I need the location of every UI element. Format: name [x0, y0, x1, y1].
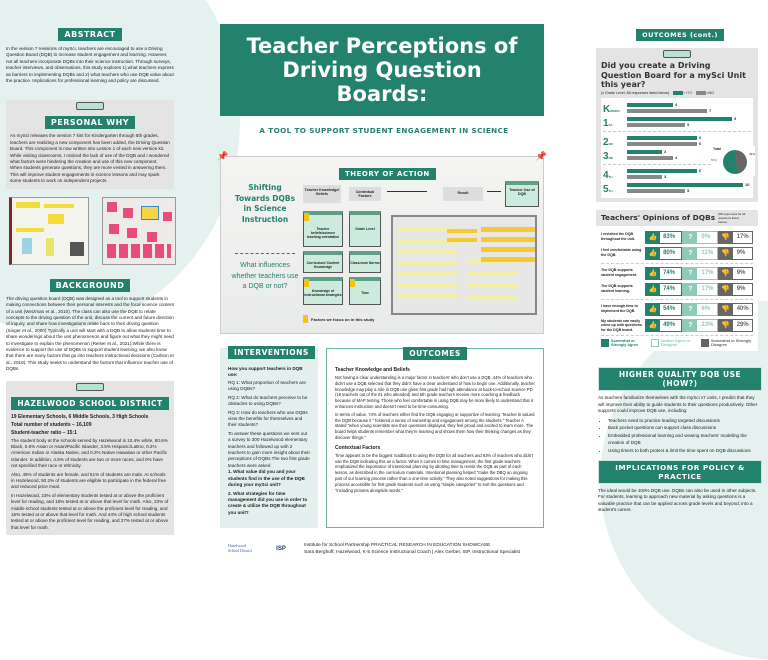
thumbs-up-icon: 👍 — [646, 248, 660, 259]
pushpin-icon: 📌 — [217, 151, 229, 161]
district-schools: 19 Elementary Schools, 6 Middle Schools, 3 High Schools — [11, 413, 149, 420]
classroom-photos — [6, 197, 174, 269]
legend-no: =NO — [706, 90, 714, 95]
theory-legend: Factors we focus on in this study — [311, 317, 375, 322]
bookmark-icon — [303, 315, 308, 323]
card-time: Time — [349, 277, 381, 305]
interventions-method: To answer these questions we sent out a survey to 300 Hazelwood elementary teachers and followed up with 2 teachers to gain more insight about their perceptions of DQBs.The two first grade teachers were asked — [228, 430, 310, 468]
isp-logo: ISP — [276, 546, 286, 552]
opinions-section — [596, 210, 758, 352]
footer-event: Institute for School Partnership PRACTICAL RESEARCH IN EDUCATION SHOWCASE — [304, 543, 491, 548]
theory-left-title: Shifting Towards DQBs in Science Instruction — [234, 183, 296, 224]
photo-anchor-chart — [9, 197, 89, 265]
implications-header: IMPLICATIONS FOR POLICY & PRACTICE — [598, 460, 762, 484]
abstract-header: ABSTRACT — [58, 28, 121, 41]
district-demographics: The student body at the schools served by Hazelwood is 10.4% white, 80.6% Black, 0.6% Asian or Asian/Pacific Islander, 3.5% Hispanic/Latino, 0.2% American Indian or Alaska Native, and 0.2% Native Hawaiian or other Pacific Islander. In addition, 4.5% of students are two or more races, and 0% have not specified their race or ethnicity. — [11, 437, 168, 469]
grade-row-3: 3RD 3 4 — [603, 149, 678, 162]
thumbs-down-icon: 👎 — [719, 268, 733, 279]
list-item: • Using timers to both protect & limit the time spent on DQB discussions — [608, 447, 762, 455]
background-header: BACKGROUND — [50, 279, 131, 292]
rq2: RQ 2: What do teachers perceive to be obstacles to using DQBs? — [228, 394, 308, 407]
neutral-icon: ? — [683, 284, 697, 295]
thumbs-down-icon: 👎 — [719, 232, 733, 243]
list-item: • Embedded professional learning and viewing teachers' modeling the creation of DQB — [608, 432, 762, 447]
thumbs-down-icon: 👎 — [719, 284, 733, 295]
implications-text: The ideal would be 100% DQB use. DQBs can also be used in other subjects. For students, learning to approach new material by asking questions is a valuable practice that can be applied across grade levels and beyond, into a student's career. — [598, 488, 757, 513]
district-students: Total number of students – 16,109 — [11, 421, 92, 428]
theory-of-action — [217, 151, 547, 334]
outcomes-value-text: In terms of value, 74% of teachers either find the DQB engaging or supportive of learning. Teacher B valued the DQB because it " fostered a sense of ownership and engagement among the students." Teacher A stated "when young scientists see their questions displayed, they feel proud and excited to learn more. The board helps students remember what they're learning and shows them how their thinking changes as they discover things." — [335, 411, 535, 440]
box-teacher-use: Teacher Use of DQB — [505, 181, 539, 207]
card-curriculum: Curriculum/ Content Knowledge — [303, 251, 343, 273]
card-classroom-norms: Classroom Norms — [349, 251, 381, 273]
abstract-section — [6, 24, 174, 84]
divider — [601, 299, 753, 300]
neutral-icon: ? — [683, 268, 697, 279]
opinion-row: The DQB supports student learning. 👍 74% ? 17% 👎 9% — [601, 283, 753, 296]
box-teacher-knowledge: Teacher Knowledge/ Beliefs — [303, 185, 341, 203]
personal-why-header: PERSONAL WHY — [45, 116, 135, 129]
background-text: The driving question board (DQB) was designed as a tool to support students in making connections between their personal interests and the focal science content of a unit (Weizman et al., 2010). The class can also use the DQB to relate concepts to the driving question of the unit, discuss the current and future direction of inquiry, and share how investigations relate back to their driving question (Singer et al., 2000).Typically a unit will start with a DQB to allow students time to share wonderings about the unit phenomenon and figure out what they might need to investigate to explain the phenomenon (Reiser et al., 2021).While there is evidence to support the use of DQBs to support student learning, we also know that there are many factors that go into teachers instructional decisions (Carlson et al., 2019). This study seeks to understand the factors that influence teacher use of DQBs. — [6, 295, 174, 372]
opinions-note: (68 responses for all questions listed below) — [718, 211, 746, 224]
opinion-row: My students can easily come up with questions for the DQB board. 👍 49% ? 23% 👎 29% — [601, 319, 753, 333]
right-column — [598, 24, 762, 514]
rq1: RQ 1: What proportion of teachers are using DQBs? — [228, 380, 306, 392]
bookmark-icon — [304, 279, 309, 287]
page-title: Teacher Perceptions of Driving Question Boards: — [246, 34, 518, 106]
district-proficiency: In Hazelwood, 23% of elementary students tested at or above the proficient level for reading, and 15% tested at or above that level for math. Also, 23% of middle school students tested at or above the proficient level for reading, and 16% tested at or above that level for math. And 44% of high school students tested at or above the proficient level for reading, and 27% tested at or above that level for math. — [11, 492, 169, 530]
grade-row-2: 2ND 6 6 — [603, 135, 702, 148]
card-beliefs: Teacher beliefs/science teaching orientation — [303, 211, 343, 247]
legend-yes: =YES — [683, 90, 693, 95]
box-contextual: Contextual Factors — [349, 187, 381, 201]
outcomes-header: OUTCOMES — [403, 347, 466, 360]
neutral-icon: ? — [683, 304, 697, 315]
opinion-row: The DQB supports student engagement. 👍 74% ? 17% 👎 9% — [601, 267, 753, 280]
outcomes-subhead-knowledge: Teacher Knowledge and Beliefs — [335, 367, 410, 373]
higher-quality-header: HIGHER QUALITY DQB USE (HOW?) — [598, 367, 762, 391]
personal-why-section — [6, 100, 174, 188]
district-section — [6, 381, 174, 536]
tape-tab — [76, 102, 104, 110]
dqb-creation-chart — [596, 48, 758, 202]
bar-chart — [601, 98, 753, 198]
list-item: • Teachers need to practice leading targeted discussions — [608, 417, 762, 425]
interventions-section — [220, 348, 318, 528]
pie-chart: Total 56% 44% — [711, 146, 755, 176]
interventions-intro: How you support teachers in DQB use: — [228, 366, 303, 377]
interventions-header: INTERVENTIONS — [228, 346, 315, 359]
card-grade-level: Grade Level — [349, 211, 381, 247]
outcomes-contextual-text: Time appears to be the biggest roadblock to using the DQB for all teachers and 63% of teachers who didn't use the DQB indicating this as a factor. When it comes to time management, the first grade teachers emphasized the importance of intentional planning by allotting time to revisit the DQB as part of each lesson, as described in the curriculum materials. Intentional planning helped "make the DBQ an ongoing part of our learning process rather than a one-time activity." They also noted suggestions for making this process accessible for first grade students such as using "simple categories" to sort the questions and "including pictures alongside words." — [335, 452, 534, 493]
bookmark-icon — [350, 279, 355, 287]
district-ratio: Student-teacher ratio – 15:1 — [11, 429, 77, 436]
abstract-text: In the version 7 revisions of mySci, teachers are encouraged to use a Driving Question Board (DQB) to increase student engagement and learning. However, not all teachers incorporate DQBs into their science instruction. Through surveys, teacher interviews, and observations, this study explores 1) what teachers express as barriers to implementing DQBs and 2) what teachers who use DQB value about the practice. Implications for professional learning and policy are discussed. — [6, 46, 174, 84]
tape-tab — [663, 50, 691, 58]
opinion-row: I revisited the DQB throughout the unit. 👍 83% ? 0% 👎 17% — [601, 231, 753, 244]
interview-q2: 2. What strategies for time management did you use in order to create & utilize the DQB throughout you unit? — [228, 490, 308, 515]
bookmark-icon — [304, 213, 309, 221]
grade-row-5: 5TH 10 5 — [603, 182, 750, 195]
thumbs-up-icon: 👍 — [646, 268, 660, 279]
thumbs-down-icon: 👎 — [719, 304, 733, 315]
thumbs-up-icon: 👍 — [646, 232, 660, 243]
grade-row-k: KINDER- 4 7 — [603, 102, 712, 115]
theory-left-question: What influences whether teachers use a DQB or not? — [231, 262, 299, 290]
interview-q1: 1. What value did you and your students find in the use of the DQB during your mySci unit? — [228, 469, 305, 488]
grade-row-1: 1ST 9 5 — [603, 116, 737, 129]
neutral-icon: ? — [683, 248, 697, 259]
photo-sticky-notes — [102, 197, 176, 265]
arrow-icon — [487, 191, 501, 192]
thumbs-up-icon: 👍 — [646, 320, 660, 331]
chart-title: Did you create a Driving Question Board for a mySci Unit this year? — [601, 61, 746, 89]
divider — [235, 253, 295, 254]
outcomes-subhead-contextual: Contextual Factors — [335, 444, 381, 451]
grade-row-4: 4TH 6 3 — [603, 168, 702, 181]
hazelwood-logo: Hazelwood School District — [228, 543, 253, 553]
neutral-icon: ? — [683, 232, 697, 243]
background-section — [6, 275, 174, 373]
district-gender: Also, 49% of students are female, and 51% of students are male. At schools in Hazelwood, 50.2% of students are eligible to participate in the federal free and reduced price meal. — [11, 471, 167, 490]
opinion-row: I feel comfortable using the DQB. 👍 80% ? 11% 👎 9% — [601, 247, 753, 260]
rq3: RQ 3: How do teachers who use DQBs view the benefits for themselves and their students? — [228, 409, 308, 428]
higher-quality-list — [598, 417, 762, 455]
thumbs-down-icon: 👎 — [719, 248, 733, 259]
higher-quality-intro: As teachers familiarize themselves with the mySci v7 units, I predict that they will improve their ability to guide students to their questions productively. Other supports could improve DQB use, including: — [598, 395, 758, 414]
tape-tab — [76, 383, 104, 391]
subtitle: A TOOL TO SUPPORT STUDENT ENGAGEMENT IN SCIENCE — [259, 126, 509, 135]
card-instructional-strategies: Knowledge of instructional strategies — [303, 277, 343, 305]
neutral-icon: ? — [683, 320, 697, 331]
opinion-row: I have enough time to implement the DQB. 👍 54% ? 6% 👎 40% — [601, 303, 753, 316]
chart-subtitle: (x Grade Level, 68 responses listed below) — [601, 90, 670, 95]
pushpin-icon: 📌 — [535, 151, 547, 161]
divider — [601, 263, 753, 264]
thumbs-up-icon: 👍 — [646, 284, 660, 295]
arrow-icon — [387, 191, 427, 192]
list-item: • Back pocket questions can support class discussions — [608, 424, 762, 432]
footer-authors: Sara Berghoff, Hazelwood, K-5 Science Instructional Coach | Alex Gerber, ISP, Instructional Specialist — [304, 550, 520, 555]
opinions-title: Teachers' Opinions of DQBs — [601, 213, 716, 222]
opinions-legend: Somewhat or Strongly Agree Neither Agree or Disagree Somewhat or Strongly Disagree — [601, 339, 753, 347]
left-column — [6, 24, 174, 535]
thumbs-down-icon: 👎 — [719, 320, 733, 331]
outcomes-cont-header: OUTCOMES (cont.) — [636, 29, 724, 41]
whiteboard-photo — [391, 215, 537, 315]
footer — [228, 537, 568, 561]
chart-legend — [601, 91, 753, 95]
district-header: HAZELWOOD SCHOOL DISTRICT — [11, 397, 168, 410]
title-banner — [220, 24, 544, 116]
box-result: Result — [443, 187, 483, 201]
theory-header: THEORY OF ACTION — [339, 168, 436, 180]
thumbs-up-icon: 👍 — [646, 304, 660, 315]
outcomes-section — [326, 348, 544, 528]
divider — [601, 335, 753, 336]
outcomes-knowledge-text: Not having a clear understanding is a major factor in teachers' who don't use a DQB. 44% of teachers who didn't use a DQB selected that they didn't have a clear understand of how to begin one. Additionally, teacher knowledge may play a role in DQB use given first grade had high attendance at back-to-school science PD (18 teachers out of the 61 who attended) and 5th grade teachers receive more coaching & feedback because of MAP testing. Those who feel comfortable in using DQB may be more likely to understand that it enhances instruction and doesn't need to be time-consuming. — [335, 375, 535, 409]
personal-why-text: As mySci releases the version 7 kits for Kindergarten through 5th grades, teachers are realizing a new component has been added, the Driving Question Board. This component is now written into Lesson 1 of each new version kit. While visiting classrooms, I noticed the lack of use of the DQB and I wondered what factors were hindering the creation and use of this new component. When students generate questions, they are more vested in answering them. This will improve student engagements in science lessons and may spark some students to work on independent projects. — [10, 133, 170, 184]
